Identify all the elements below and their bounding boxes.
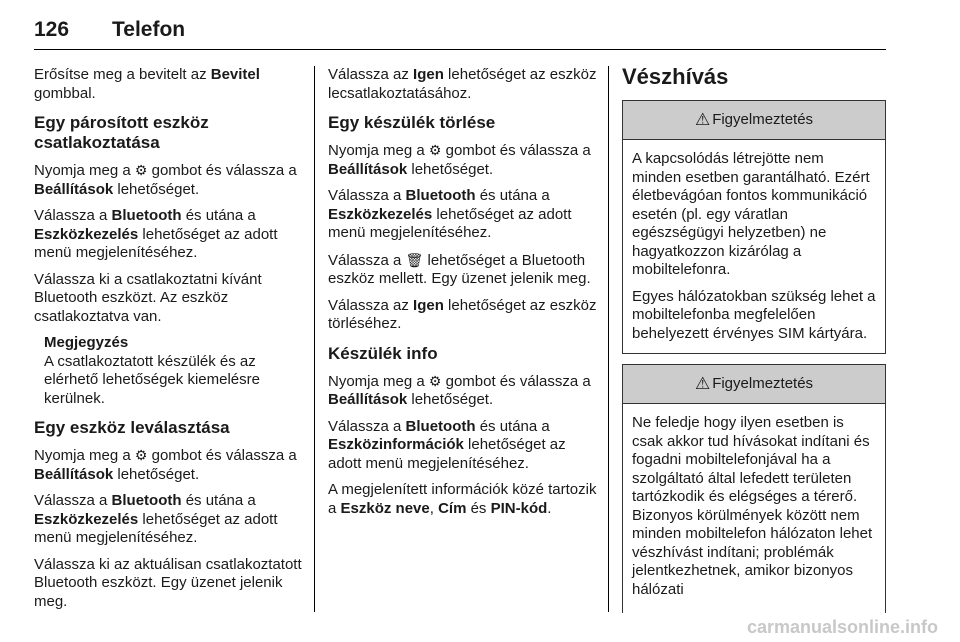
watermark: carmanualsonline.info [746, 617, 938, 637]
warning-body: A kapcsolódás létrejötte nem minden esetben garantálható. Ezért életbevágóan fontos kommunikáció esetén (pl. egy váratlan egészségügyi helyzetben) ne hagyatkozzon kizárólag a mobiltelefonra. Egyes hálózatokban szükség lehet a mobiltelefonba megfelelően behelyezett érvényes SIM kártyára. [632, 150, 876, 342]
warning-header: ⚠ Figyelmeztetés [623, 101, 885, 140]
note-title: Megjegyzés [44, 334, 129, 351]
section-title-emergency: Vészhívás [622, 64, 729, 89]
page-header [34, 8, 886, 48]
paragraph: Erősítse meg a bevitelt az Bevitel gombbal. [34, 66, 260, 102]
column-divider-1 [314, 66, 315, 612]
column-divider-2 [608, 66, 609, 612]
paragraph: Válassza a Bluetooth és utána a Eszközkezelés lehetőséget az adott menü megjelenítéséhez. [34, 492, 278, 546]
warning-header: ⚠ Figyelmeztetés [623, 365, 885, 404]
warning-box-1 [622, 100, 886, 354]
column-2 [328, 66, 598, 526]
chapter-title: Telefon [112, 18, 186, 41]
paragraph: Válassza a Bluetooth és utána a Eszközinformációk lehetőséget az adott menü megjelenítéséhez. [328, 417, 566, 472]
section-heading-info: Készülék info [328, 343, 438, 363]
paragraph: Válassza a 🗑 lehetőséget a Bluetooth eszköz mellett. Egy üzenet jelenik meg. [328, 251, 591, 287]
column-1 [34, 66, 304, 619]
paragraph: Válassza ki az aktuálisan csatlakoztatott Bluetooth eszközt. Egy üzenet jelenik meg. [34, 555, 302, 610]
section-heading-disconnect: Egy eszköz leválasztása [34, 418, 230, 437]
paragraph: Nyomja meg a ⚙ gombot és válassza a Beállítások lehetőséget. [328, 142, 591, 178]
paragraph: Nyomja meg a ⚙ gombot és válassza a Beállítások lehetőséget. [328, 372, 591, 408]
header-rule [34, 49, 886, 50]
paragraph: Válassza a Bluetooth és utána a Eszközkezelés lehetőséget az adott menü megjelenítéséhez. [328, 187, 572, 241]
paragraph: Válassza az Igen lehetőséget az eszköz törléséhez. [328, 296, 597, 332]
settings-icon: ⚙ [134, 162, 148, 178]
section-heading-connect: Egy párosított eszköz csatlakoztatása [34, 113, 209, 152]
warning-triangle-icon: ⚠ [694, 373, 711, 393]
warning-box-2 [622, 364, 886, 613]
settings-icon: ⚙ [134, 447, 148, 463]
paragraph: Válassza az Igen lehetőséget az eszköz lecsatlakoztatásához. [328, 66, 597, 102]
note-text: A csatlakoztatott készülék és az elérhető lehetőségek kiemelésre kerülnek. [44, 352, 260, 407]
page-number: 126 [34, 18, 70, 41]
paragraph: A megjelenített információk közé tartozik a Eszköz neve, Cím és PIN-kód. [328, 481, 597, 517]
warning-body: Ne feledje hogy ilyen esetben is csak akkor tud hívásokat indítani és fogadni mobiltelefonjával ha a szolgáltató által lefedett területen tartózkodik és elégséges a térerő. Bizonyos körülmények között nem minden mobiltelefon hálózaton lehet vészhívást indítani; problémák jelentkezhetnek, amikor bizonyos hálózati [632, 414, 873, 598]
note-box [44, 334, 304, 408]
section-heading-delete: Egy készülék törlése [328, 113, 496, 132]
paragraph: Nyomja meg a ⚙ gombot és válassza a Beállítások lehetőséget. [34, 447, 297, 483]
settings-icon: ⚙ [428, 142, 442, 158]
paragraph: Válassza ki a csatlakoztatni kívánt Bluetooth eszközt. Az eszköz csatlakoztatva van. [34, 270, 262, 325]
settings-icon: ⚙ [428, 372, 442, 389]
paragraph: Nyomja meg a ⚙ gombot és válassza a Beállítások lehetőséget. [34, 162, 297, 198]
paragraph: Válassza a Bluetooth és utána a Eszközkezelés lehetőséget az adott menü megjelenítéséhez. [34, 207, 278, 261]
column-3 [622, 64, 886, 623]
warning-triangle-icon: ⚠ [694, 109, 711, 129]
trash-icon: 🗑 [405, 251, 424, 268]
